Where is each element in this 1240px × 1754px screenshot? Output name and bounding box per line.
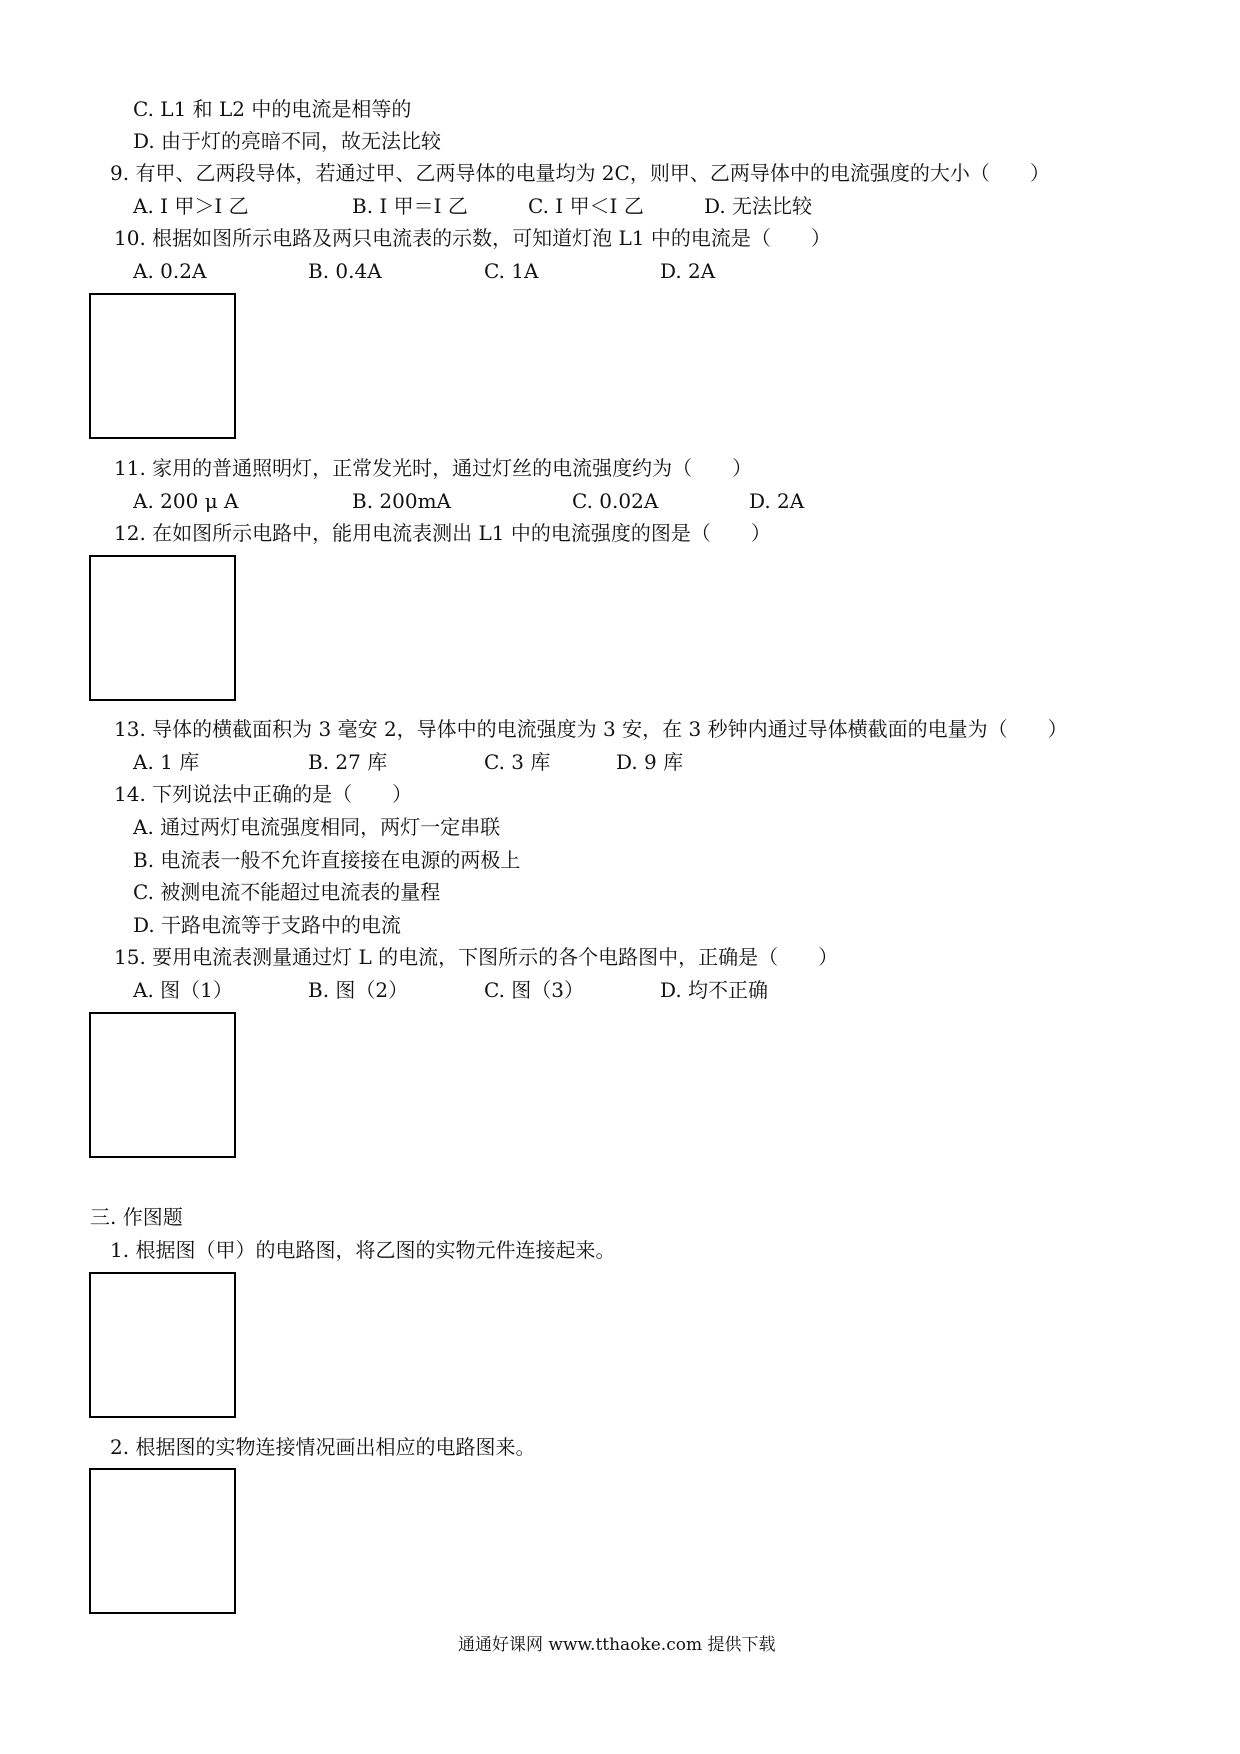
q13-option-c: C. 3 库 <box>484 750 551 774</box>
q15-option-a: A. 图（1） <box>133 978 233 1002</box>
section-3-q1: 1. 根据图（甲）的电路图，将乙图的实物元件连接起来。 <box>110 1238 616 1262</box>
section-3-q2: 2. 根据图的实物连接情况画出相应的电路图来。 <box>110 1435 536 1459</box>
q8-option-c: C. L1 和 L2 中的电流是相等的 <box>133 97 412 121</box>
q8-option-d: D. 由于灯的亮暗不同，故无法比较 <box>133 129 442 153</box>
q14-option-b: B. 电流表一般不允许直接接在电源的两极上 <box>133 848 521 872</box>
q14-option-c: C. 被测电流不能超过电流表的量程 <box>133 880 441 904</box>
q15-figure-placeholder <box>89 1012 236 1158</box>
q10-option-c: C. 1A <box>484 259 539 283</box>
q14-option-d: D. 干路电流等于支路中的电流 <box>133 913 402 937</box>
q9-option-b: B. I 甲＝I 乙 <box>352 194 468 218</box>
q11-option-a: A. 200 μ A <box>133 489 239 513</box>
q11-stem: 11. 家用的普通照明灯，正常发光时，通过灯丝的电流强度约为（ ） <box>114 456 753 480</box>
q14-option-a: A. 通过两灯电流强度相同，两灯一定串联 <box>133 815 501 839</box>
q10-option-b: B. 0.4A <box>308 259 382 283</box>
q12-stem: 12. 在如图所示电路中，能用电流表测出 L1 中的电流强度的图是（ ） <box>114 521 771 545</box>
section-3-q1-figure-placeholder <box>89 1272 236 1418</box>
q13-option-a: A. 1 库 <box>133 750 200 774</box>
q15-stem: 15. 要用电流表测量通过灯 L 的电流，下图所示的各个电路图中，正确是（ ） <box>114 945 839 969</box>
q10-stem: 10. 根据如图所示电路及两只电流表的示数，可知道灯泡 L1 中的电流是（ ） <box>114 226 831 250</box>
q9-option-d: D. 无法比较 <box>704 194 813 218</box>
q10-figure-placeholder <box>89 293 236 439</box>
q14-stem: 14. 下列说法中正确的是（ ） <box>114 782 413 806</box>
q9-option-a: A. I 甲＞I 乙 <box>133 194 249 218</box>
q10-option-a: A. 0.2A <box>133 259 207 283</box>
q11-option-b: B. 200mA <box>352 489 451 513</box>
q13-option-d: D. 9 库 <box>616 750 684 774</box>
q11-option-c: C. 0.02A <box>572 489 659 513</box>
q13-option-b: B. 27 库 <box>308 750 388 774</box>
q10-option-d: D. 2A <box>660 259 716 283</box>
q9-stem: 9. 有甲、乙两段导体，若通过甲、乙两导体的电量均为 2C，则甲、乙两导体中的电流强度的大小（ ） <box>110 161 1050 185</box>
q15-option-c: C. 图（3） <box>484 978 585 1002</box>
q15-option-d: D. 均不正确 <box>660 978 769 1002</box>
q12-figure-placeholder <box>89 555 236 701</box>
q11-option-d: D. 2A <box>749 489 805 513</box>
section-3-q2-figure-placeholder <box>89 1468 236 1614</box>
q9-option-c: C. I 甲＜I 乙 <box>528 194 644 218</box>
q13-stem: 13. 导体的横截面积为 3 毫安 2，导体中的电流强度为 3 安，在 3 秒钟内通过导体横截面的电量为（ ） <box>114 717 1068 741</box>
section-3-title: 三. 作图题 <box>90 1205 183 1229</box>
footer-download-note: 通通好课网 www.tthaoke.com 提供下载 <box>458 1635 776 1655</box>
q15-option-b: B. 图（2） <box>308 978 409 1002</box>
